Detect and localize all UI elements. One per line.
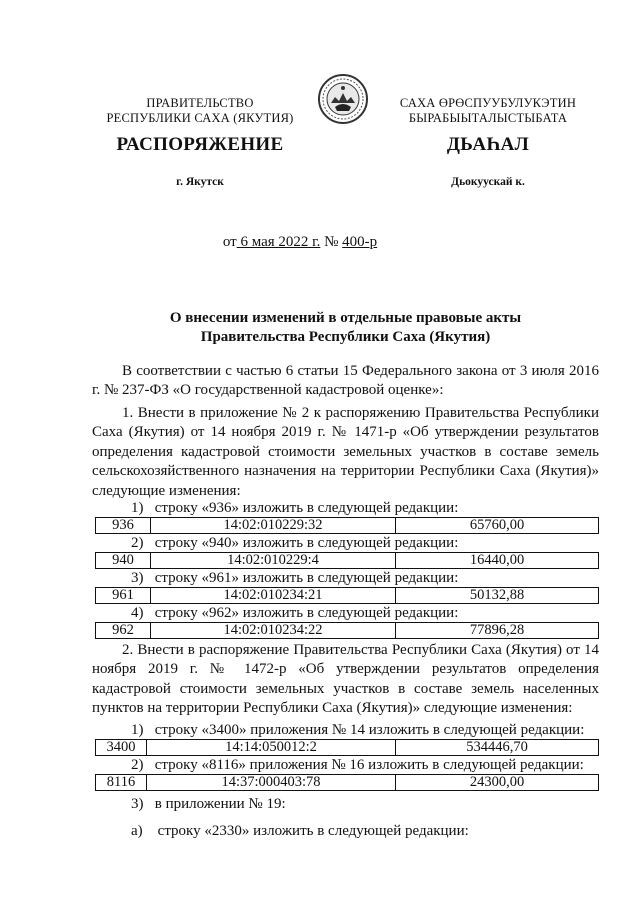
table-row bbox=[95, 622, 599, 639]
row-cadastral-number: 14:02:010229:4 bbox=[151, 553, 396, 569]
title-line1: О внесении изменений в отдельные правовые акты bbox=[169, 310, 522, 326]
date-line bbox=[100, 234, 500, 251]
issuer-left-line1: ПРАВИТЕЛЬСТВО bbox=[146, 96, 254, 110]
row-value: 16440,00 bbox=[396, 553, 599, 569]
issuer-left-line2: РЕСПУБЛИКИ САХА (ЯКУТИЯ) bbox=[106, 111, 294, 125]
row-cadastral-number: 14:37:000403:78 bbox=[147, 775, 396, 791]
row-value: 534446,70 bbox=[396, 740, 599, 756]
list-item: 1) строку «3400» приложения № 14 изложить в следующей редакции: bbox=[131, 722, 585, 738]
city-ru: г. Якутск bbox=[176, 176, 224, 188]
issuer-right bbox=[388, 96, 588, 126]
list-item: 3) в приложении № 19: bbox=[131, 796, 286, 812]
row-code: 3400 bbox=[96, 740, 147, 756]
list-item: 3) строку «961» изложить в следующей редакции: bbox=[131, 570, 459, 586]
row-value: 77896,28 bbox=[396, 623, 599, 639]
issuer-right-line2: БЫРАБЫЫТАЛЫСТЫБАТА bbox=[408, 111, 568, 125]
issuer-right-line1: САХА ӨРӨСПУУБУЛУКЭТИН bbox=[399, 96, 577, 110]
row-cadastral-number: 14:02:010234:22 bbox=[151, 623, 396, 639]
row-code: 940 bbox=[96, 553, 151, 569]
row-cadastral-number: 14:02:010229:32 bbox=[151, 518, 396, 534]
row-code: 936 bbox=[96, 518, 151, 534]
date-prefix: от bbox=[222, 234, 237, 250]
list-item: а) строку «2330» изложить в следующей редакции: bbox=[131, 823, 469, 839]
coat-of-arms-icon bbox=[317, 73, 369, 125]
table-row bbox=[95, 552, 599, 569]
row-code: 961 bbox=[96, 588, 151, 604]
row-cadastral-number: 14:14:050012:2 bbox=[147, 740, 396, 756]
row-value: 24300,00 bbox=[396, 775, 599, 791]
list-item: 2) строку «8116» приложения № 16 изложить в следующей редакции: bbox=[131, 757, 584, 773]
doc-type-sakha: ДЬАҺАЛ bbox=[446, 134, 530, 155]
city-sakha: Дьокуускай к. bbox=[451, 176, 525, 188]
table-row bbox=[95, 517, 599, 534]
row-value: 65760,00 bbox=[396, 518, 599, 534]
date-value: 6 мая 2022 г. bbox=[240, 234, 321, 250]
point2-paragraph: 2. Внести в распоряжение Правительства Республики Саха (Якутия) от 14 ноября 2019 г. № 1472-р «Об утверждении результатов определения кадастровой стоимости земельных участков в составе земель населенных пунктов на территории Республики Саха (Якутия)» следующие изменения: bbox=[92, 642, 599, 717]
row-cadastral-number: 14:02:010234:21 bbox=[151, 588, 396, 604]
row-value: 50132,88 bbox=[396, 588, 599, 604]
intro-paragraph: В соответствии с частью 6 статьи 15 Федерального закона от 3 июля 2016 г. № 237-ФЗ «О государственной кадастровой оценке»: bbox=[92, 363, 599, 399]
doc-type-ru: РАСПОРЯЖЕНИЕ bbox=[116, 134, 284, 155]
table-row bbox=[95, 587, 599, 604]
table-row bbox=[95, 774, 599, 791]
list-item: 4) строку «962» изложить в следующей редакции: bbox=[131, 605, 459, 621]
number-sign: № bbox=[324, 234, 339, 250]
list-item: 2) строку «940» изложить в следующей редакции: bbox=[131, 535, 459, 551]
table-row bbox=[95, 739, 599, 756]
row-code: 962 bbox=[96, 623, 151, 639]
title-line2: Правительства Республики Саха (Якутия) bbox=[200, 329, 491, 345]
row-code: 8116 bbox=[96, 775, 147, 791]
issuer-left bbox=[100, 96, 300, 126]
doc-number: 400-р bbox=[342, 234, 378, 250]
doc-title bbox=[92, 309, 599, 347]
list-item: 1) строку «936» изложить в следующей редакции: bbox=[131, 500, 459, 516]
point1-paragraph: 1. Внести в приложение № 2 к распоряжению Правительства Республики Саха (Якутия) от 14 ноября 2019 г. № 1471-р «Об утверждении результатов определения кадастровой стоимости земельных участков в составе земель сельскохозяйственного назначения на территории Республики Саха (Якутия)» следующие изменения: bbox=[92, 405, 599, 499]
